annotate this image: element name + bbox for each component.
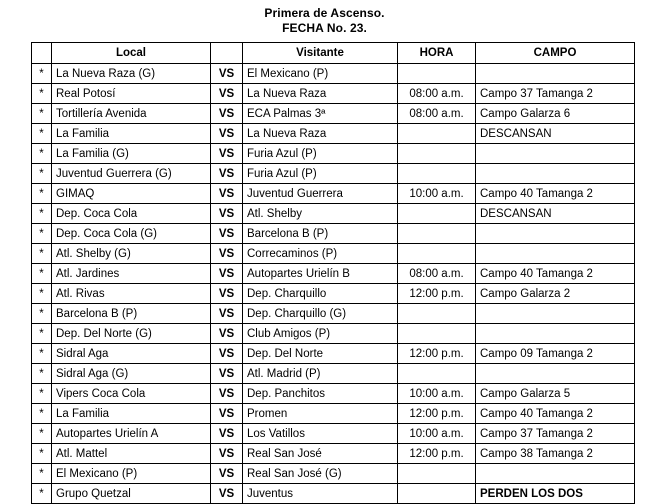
- row-asterisk: *: [32, 184, 52, 204]
- row-vs-label: VS: [211, 384, 243, 404]
- fixtures-table: [31, 42, 635, 504]
- table-row: [32, 204, 635, 224]
- row-local-team: Atl. Shelby (G): [52, 244, 211, 264]
- row-vs-label: VS: [211, 124, 243, 144]
- row-asterisk: *: [32, 364, 52, 384]
- row-asterisk: *: [32, 124, 52, 144]
- row-asterisk: *: [32, 84, 52, 104]
- row-vs-label: VS: [211, 64, 243, 84]
- row-visitor-team: ECA Palmas 3ª: [243, 104, 398, 124]
- row-time: 12:00 p.m.: [398, 404, 476, 424]
- page-title: Primera de Ascenso.: [264, 6, 385, 20]
- table-row: [32, 304, 635, 324]
- row-vs-label: VS: [211, 284, 243, 304]
- row-time: [398, 124, 476, 144]
- row-time: [398, 204, 476, 224]
- row-visitor-team: Promen: [243, 404, 398, 424]
- row-local-team: GIMAQ: [52, 184, 211, 204]
- row-time: 08:00 a.m.: [398, 84, 476, 104]
- row-visitor-team: Juventud Guerrera: [243, 184, 398, 204]
- row-visitor-team: Dep. Del Norte: [243, 344, 398, 364]
- row-field: Campo 40 Tamanga 2: [476, 264, 635, 284]
- row-visitor-team: El Mexicano (P): [243, 64, 398, 84]
- table-row: [32, 324, 635, 344]
- row-visitor-team: Dep. Panchitos: [243, 384, 398, 404]
- row-asterisk: *: [32, 244, 52, 264]
- row-local-team: Atl. Jardines: [52, 264, 211, 284]
- row-asterisk: *: [32, 444, 52, 464]
- row-asterisk: *: [32, 384, 52, 404]
- row-time: [398, 304, 476, 324]
- row-local-team: Atl. Rivas: [52, 284, 211, 304]
- column-header-vs: [211, 43, 243, 64]
- row-field: [476, 244, 635, 264]
- row-field: [476, 324, 635, 344]
- row-time: [398, 364, 476, 384]
- row-time: 08:00 a.m.: [398, 264, 476, 284]
- row-field: [476, 364, 635, 384]
- row-asterisk: *: [32, 164, 52, 184]
- table-row: [32, 404, 635, 424]
- row-time: 10:00 a.m.: [398, 424, 476, 444]
- table-row: [32, 464, 635, 484]
- row-visitor-team: Dep. Charquillo (G): [243, 304, 398, 324]
- row-visitor-team: La Nueva Raza: [243, 124, 398, 144]
- row-field: [476, 304, 635, 324]
- row-local-team: Vipers Coca Cola: [52, 384, 211, 404]
- row-vs-label: VS: [211, 444, 243, 464]
- row-field: Campo 40 Tamanga 2: [476, 184, 635, 204]
- row-field: DESCANSAN: [476, 204, 635, 224]
- row-vs-label: VS: [211, 204, 243, 224]
- row-time: [398, 164, 476, 184]
- row-asterisk: *: [32, 304, 52, 324]
- table-row: [32, 244, 635, 264]
- row-vs-label: VS: [211, 224, 243, 244]
- row-local-team: Dep. Del Norte (G): [52, 324, 211, 344]
- row-time: 12:00 p.m.: [398, 284, 476, 304]
- row-asterisk: *: [32, 424, 52, 444]
- table-row: [32, 144, 635, 164]
- row-time: [398, 484, 476, 504]
- table-row: [32, 424, 635, 444]
- row-visitor-team: Juventus: [243, 484, 398, 504]
- row-vs-label: VS: [211, 184, 243, 204]
- row-visitor-team: Correcaminos (P): [243, 244, 398, 264]
- column-header-hora: HORA: [398, 43, 476, 64]
- row-vs-label: VS: [211, 464, 243, 484]
- row-time: [398, 324, 476, 344]
- row-asterisk: *: [32, 144, 52, 164]
- row-visitor-team: Real San José: [243, 444, 398, 464]
- row-visitor-team: La Nueva Raza: [243, 84, 398, 104]
- row-asterisk: *: [32, 104, 52, 124]
- row-local-team: Dep. Coca Cola: [52, 204, 211, 224]
- row-asterisk: *: [32, 284, 52, 304]
- table-row: [32, 184, 635, 204]
- row-vs-label: VS: [211, 164, 243, 184]
- row-asterisk: *: [32, 404, 52, 424]
- table-row: [32, 164, 635, 184]
- row-field: Campo 40 Tamanga 2: [476, 404, 635, 424]
- row-local-team: Barcelona B (P): [52, 304, 211, 324]
- fixtures-table-wrapper: [0, 36, 649, 504]
- table-row: [32, 124, 635, 144]
- row-field: Campo Galarza 5: [476, 384, 635, 404]
- row-asterisk: *: [32, 264, 52, 284]
- row-visitor-team: Furia Azul (P): [243, 144, 398, 164]
- row-time: [398, 64, 476, 84]
- row-visitor-team: Dep. Charquillo: [243, 284, 398, 304]
- row-visitor-team: Autopartes Urielín B: [243, 264, 398, 284]
- row-field: Campo 38 Tamanga 2: [476, 444, 635, 464]
- row-local-team: Tortillería Avenida: [52, 104, 211, 124]
- page-subtitle: FECHA No. 23.: [282, 21, 367, 35]
- row-vs-label: VS: [211, 484, 243, 504]
- row-asterisk: *: [32, 344, 52, 364]
- row-local-team: Autopartes Urielín A: [52, 424, 211, 444]
- column-header-visitante: Visitante: [243, 43, 398, 64]
- column-header-campo: CAMPO: [476, 43, 635, 64]
- row-visitor-team: Los Vatillos: [243, 424, 398, 444]
- row-local-team: Grupo Quetzal: [52, 484, 211, 504]
- column-header-local: Local: [52, 43, 211, 64]
- row-local-team: La Familia (G): [52, 144, 211, 164]
- row-vs-label: VS: [211, 84, 243, 104]
- row-local-team: Atl. Mattel: [52, 444, 211, 464]
- row-asterisk: *: [32, 464, 52, 484]
- row-field: Campo Galarza 6: [476, 104, 635, 124]
- row-time: [398, 224, 476, 244]
- column-header-asterisk: [32, 43, 52, 64]
- row-field: [476, 464, 635, 484]
- row-field: [476, 164, 635, 184]
- row-field: [476, 144, 635, 164]
- row-local-team: Sidral Aga (G): [52, 364, 211, 384]
- row-visitor-team: Club Amigos (P): [243, 324, 398, 344]
- row-field: PERDEN LOS DOS: [476, 484, 635, 504]
- row-local-team: La Nueva Raza (G): [52, 64, 211, 84]
- table-row: [32, 64, 635, 84]
- table-row: [32, 384, 635, 404]
- table-row: [32, 444, 635, 464]
- row-field: DESCANSAN: [476, 124, 635, 144]
- row-asterisk: *: [32, 64, 52, 84]
- row-vs-label: VS: [211, 344, 243, 364]
- row-visitor-team: Barcelona B (P): [243, 224, 398, 244]
- row-time: [398, 244, 476, 264]
- row-local-team: Sidral Aga: [52, 344, 211, 364]
- row-time: 10:00 a.m.: [398, 184, 476, 204]
- row-vs-label: VS: [211, 244, 243, 264]
- row-field: Campo 09 Tamanga 2: [476, 344, 635, 364]
- table-row: [32, 84, 635, 104]
- row-local-team: Dep. Coca Cola (G): [52, 224, 211, 244]
- table-row: [32, 264, 635, 284]
- row-asterisk: *: [32, 324, 52, 344]
- row-visitor-team: Real San José (G): [243, 464, 398, 484]
- row-asterisk: *: [32, 224, 52, 244]
- row-time: 12:00 p.m.: [398, 344, 476, 364]
- row-local-team: El Mexicano (P): [52, 464, 211, 484]
- row-field: Campo 37 Tamanga 2: [476, 84, 635, 104]
- row-visitor-team: Furia Azul (P): [243, 164, 398, 184]
- table-row: [32, 364, 635, 384]
- row-local-team: Juventud Guerrera (G): [52, 164, 211, 184]
- row-vs-label: VS: [211, 144, 243, 164]
- document-title-block: [0, 0, 649, 36]
- row-vs-label: VS: [211, 424, 243, 444]
- row-field: [476, 224, 635, 244]
- row-time: [398, 464, 476, 484]
- table-row: [32, 224, 635, 244]
- table-row: [32, 344, 635, 364]
- row-field: Campo 37 Tamanga 2: [476, 424, 635, 444]
- row-visitor-team: Atl. Shelby: [243, 204, 398, 224]
- table-row: [32, 284, 635, 304]
- row-asterisk: *: [32, 204, 52, 224]
- table-row: [32, 104, 635, 124]
- row-vs-label: VS: [211, 264, 243, 284]
- row-vs-label: VS: [211, 304, 243, 324]
- row-time: 12:00 p.m.: [398, 444, 476, 464]
- table-header-row: [32, 43, 635, 64]
- row-time: 08:00 a.m.: [398, 104, 476, 124]
- row-vs-label: VS: [211, 104, 243, 124]
- row-local-team: La Familia: [52, 404, 211, 424]
- row-vs-label: VS: [211, 324, 243, 344]
- row-vs-label: VS: [211, 364, 243, 384]
- row-field: [476, 64, 635, 84]
- row-local-team: Real Potosí: [52, 84, 211, 104]
- table-row: [32, 484, 635, 504]
- row-time: 10:00 a.m.: [398, 384, 476, 404]
- row-local-team: La Familia: [52, 124, 211, 144]
- row-vs-label: VS: [211, 404, 243, 424]
- row-visitor-team: Atl. Madrid (P): [243, 364, 398, 384]
- row-time: [398, 144, 476, 164]
- row-asterisk: *: [32, 484, 52, 504]
- row-field: Campo Galarza 2: [476, 284, 635, 304]
